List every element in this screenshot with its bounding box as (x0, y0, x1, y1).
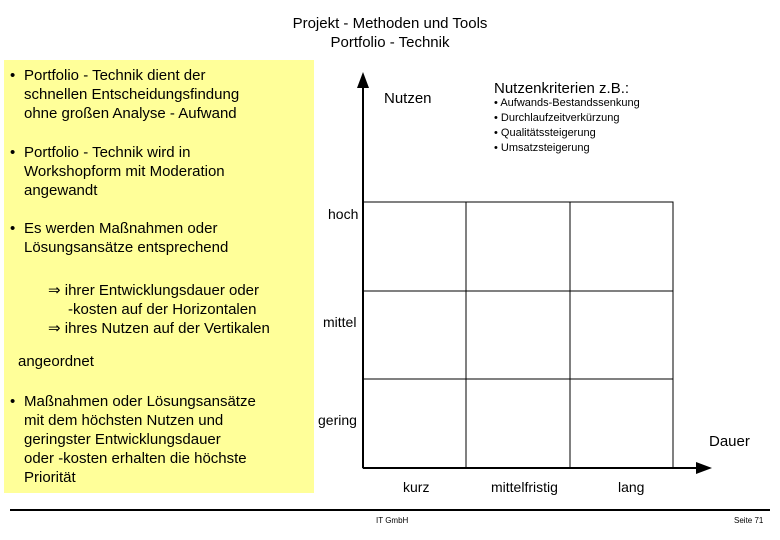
bullet-line: geringster Entwicklungsdauer (24, 431, 221, 448)
implies-arrow-icon: ⇒ (48, 282, 61, 299)
bullet-line: angewandt (24, 182, 98, 199)
x-axis-label: Dauer (709, 433, 750, 450)
bullet-line: Portfolio - Technik wird in (24, 144, 191, 161)
arrow-line: -kosten auf der Horizontalen (68, 301, 257, 318)
criteria-item: • Durchlaufzeitverkürzung (494, 112, 620, 124)
criteria-item: • Qualitätssteigerung (494, 127, 596, 139)
footer-company: IT GmbH (376, 516, 409, 525)
title-line-2: Portfolio - Technik (330, 34, 450, 51)
y-level-high: hoch (328, 206, 359, 222)
x-level-long: lang (618, 479, 645, 495)
x-level-short: kurz (403, 479, 430, 495)
bullet-glyph: • (10, 144, 16, 161)
bullet-glyph: • (10, 67, 16, 84)
criteria-list (494, 96, 640, 156)
y-axis-label: Nutzen (384, 90, 432, 107)
x-axis-arrowhead (696, 462, 712, 474)
bullet-glyph: • (494, 127, 498, 139)
footer-divider (10, 509, 770, 511)
bullet-glyph: • (494, 112, 498, 124)
footer-page-number: Seite 71 (734, 516, 764, 525)
bullet-line: Es werden Maßnahmen oder (24, 220, 218, 237)
bullet-line: schnellen Entscheidungsfindung (24, 86, 240, 103)
bullet-line: Maßnahmen oder Lösungsansätze (24, 393, 256, 410)
bullet-glyph: • (10, 393, 16, 410)
bullet-line: Lösungsansätze entsprechend (24, 239, 229, 256)
arranged-text: angeordnet (18, 353, 94, 370)
bullet-line: ohne großen Analyse - Aufwand (24, 105, 237, 122)
bullet-glyph: • (494, 142, 498, 154)
bullet-line: Workshopform mit Moderation (24, 163, 225, 180)
arrow-line: ihrer Entwicklungsdauer oder (64, 282, 260, 299)
bullet-glyph: • (494, 97, 498, 109)
arrow-line: ihres Nutzen auf der Vertikalen (64, 320, 270, 337)
y-axis-arrowhead (357, 72, 369, 88)
grid-outline (363, 202, 673, 468)
implies-arrow-icon: ⇒ (48, 320, 61, 337)
bullet-line: Priorität (24, 469, 76, 486)
criteria-item: • Umsatzsteigerung (494, 142, 590, 154)
bullet-line: Portfolio - Technik dient der (24, 67, 206, 84)
title-line-1: Projekt - Methoden und Tools (292, 15, 488, 32)
criteria-item: • Aufwands-Bestandssenkung (494, 97, 640, 109)
criteria-title: Nutzenkriterien z.B.: (494, 80, 630, 97)
bullet-glyph: • (10, 220, 16, 237)
bullet-line: oder -kosten erhalten die höchste (24, 450, 247, 467)
x-level-medium: mittelfristig (491, 479, 558, 495)
bullet-line: mit dem höchsten Nutzen und (24, 412, 224, 429)
y-level-low: gering (318, 412, 357, 428)
y-level-medium: mittel (323, 314, 357, 330)
